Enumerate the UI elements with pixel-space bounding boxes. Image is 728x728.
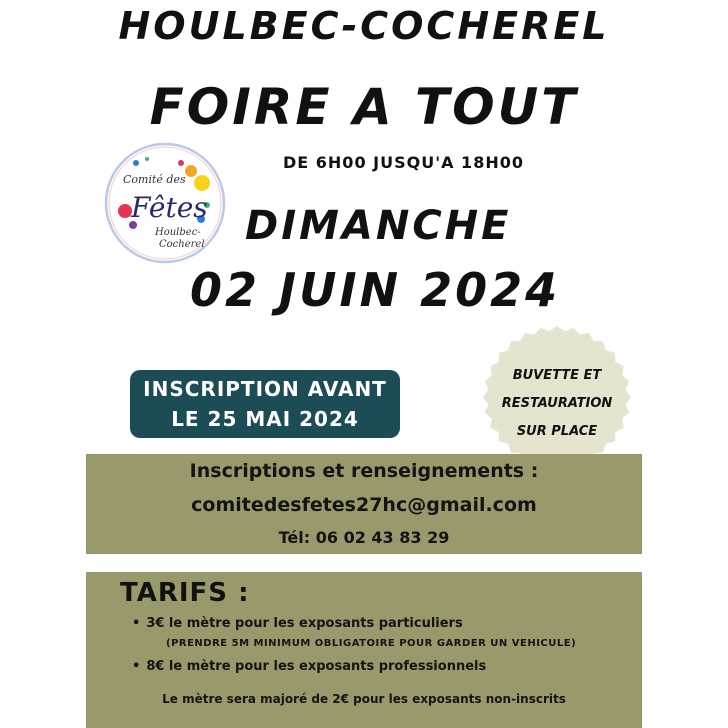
tarif-professionnels-text: 8€ le mètre pour les exposants professionnels: [146, 659, 487, 674]
logo-text-line4: Cocherel: [159, 239, 205, 250]
town-title: HOULBEC-COCHEREL: [118, 4, 610, 48]
logo-text-line2: Fêtes: [131, 191, 208, 224]
bullet-icon: •: [132, 659, 141, 674]
badge-line1: BUVETTE ET: [512, 368, 602, 383]
comite-des-fetes-logo: [103, 141, 227, 265]
contact-panel: [86, 454, 642, 554]
event-date: 02 JUIN 2024: [190, 263, 561, 317]
bullet-icon: •: [132, 616, 141, 631]
event-title: FOIRE A TOUT: [149, 78, 579, 136]
tarifs-title: TARIFS :: [120, 578, 250, 608]
event-day: DIMANCHE: [245, 203, 512, 249]
tarifs-panel: [86, 572, 642, 728]
badge-line2: RESTAURATION: [501, 396, 613, 411]
tarif-professionnels: [132, 659, 486, 674]
registration-deadline-banner: [130, 370, 400, 438]
deadline-line2: LE 25 MAI 2024: [171, 407, 359, 431]
tarif-note: (PRENDRE 5M MINIMUM OBLIGATOIRE POUR GARDER UN VEHICULE): [166, 638, 577, 649]
buvette-badge: [478, 322, 636, 472]
badge-line3: SUR PLACE: [516, 424, 598, 439]
tarif-particuliers: [132, 616, 463, 631]
logo-text-line1: Comité des: [123, 173, 186, 186]
contact-phone[interactable]: Tél: 06 02 43 83 29: [278, 528, 450, 547]
contact-title: Inscriptions et renseignements :: [189, 460, 539, 482]
deadline-line1: INSCRIPTION AVANT: [143, 377, 387, 401]
tarif-surcharge: Le mètre sera majoré de 2€ pour les exposants non-inscrits: [162, 692, 566, 706]
event-hours: DE 6H00 JUSQU'A 18H00: [283, 153, 524, 172]
contact-email[interactable]: comitedesfetes27hc@gmail.com: [191, 494, 537, 516]
logo-text-line3: Houlbec-: [155, 227, 201, 238]
tarif-particuliers-text: 3€ le mètre pour les exposants particuliers: [146, 616, 463, 631]
